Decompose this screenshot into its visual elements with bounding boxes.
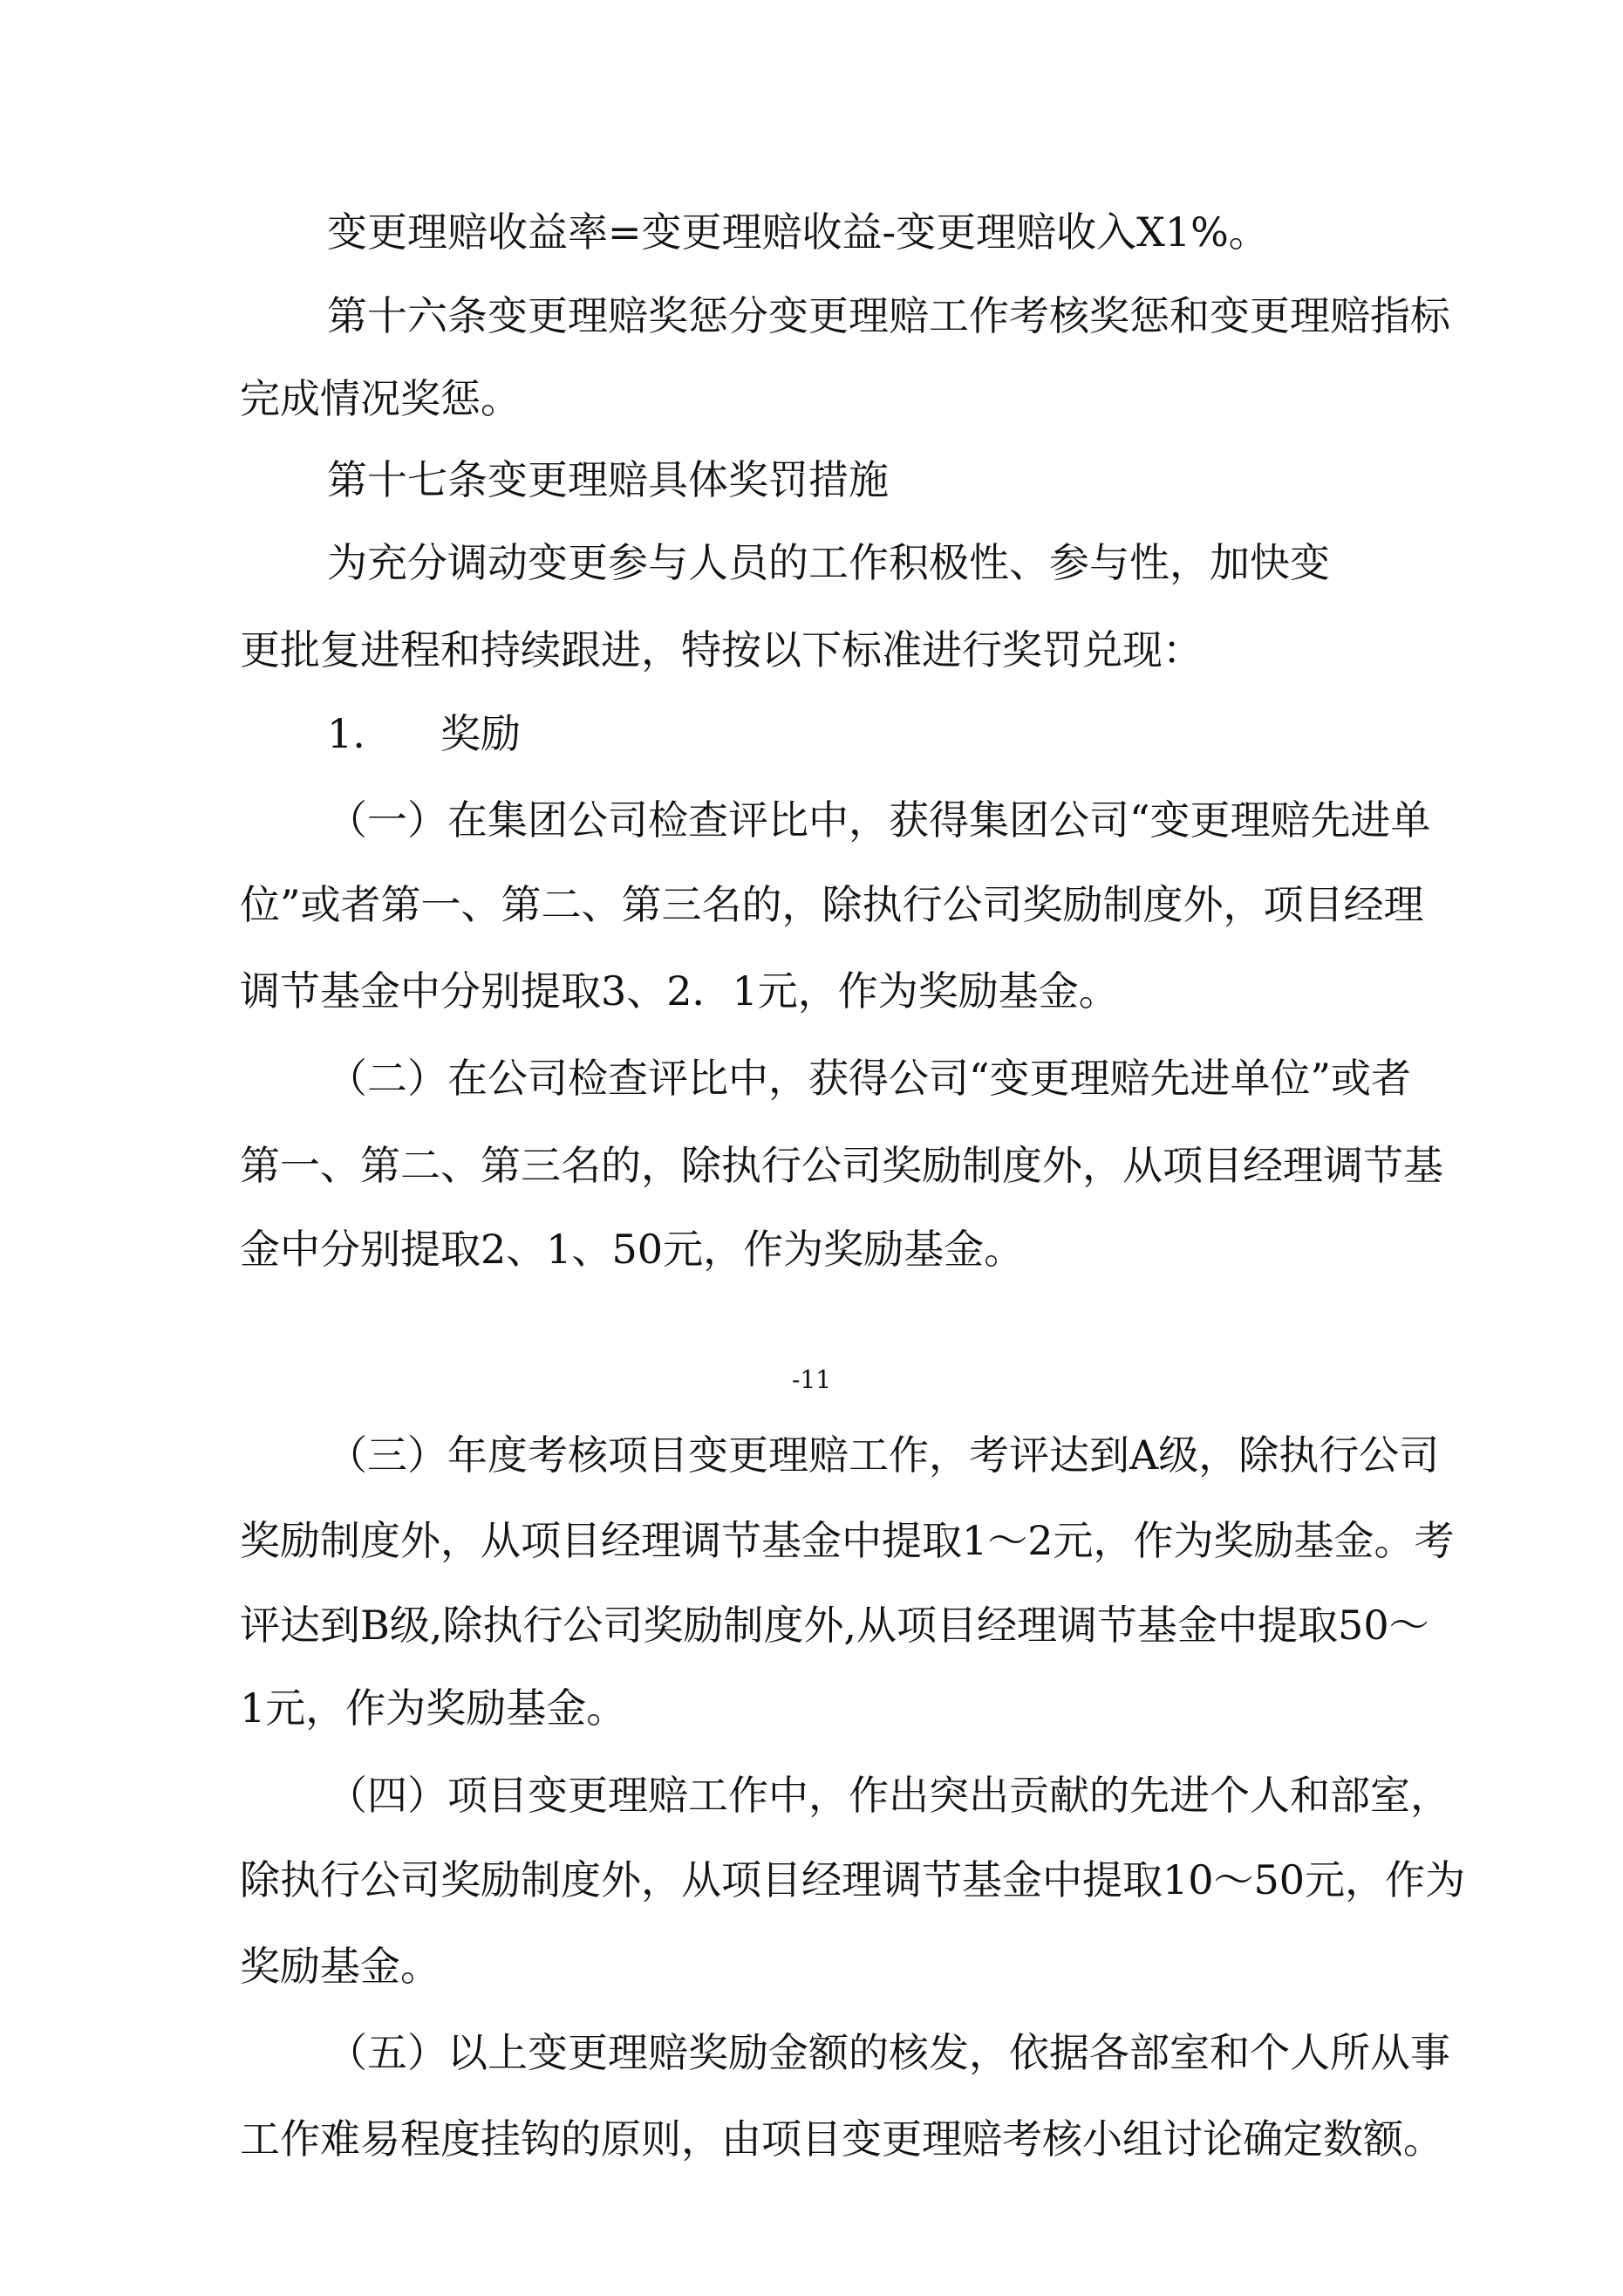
paragraph-line: 工作难易程度挂钩的原则，由项目变更理赔考核小组讨论确定数额。 <box>240 2115 1443 2163</box>
paragraph-line: 1元，作为奖励基金。 <box>240 1684 627 1732</box>
paragraph-line: 奖励基金。 <box>240 1943 440 1990</box>
paragraph-line: 除执行公司奖励制度外，从项目经理调节基金中提取10〜50元，作为 <box>240 1856 1466 1903</box>
paragraph-line: 更批复进程和持续跟进，特按以下标准进行奖罚兑现： <box>240 626 1203 673</box>
paragraph-line: （二）在公司检查评比中，获得公司“变更理赔先进单位”或者 <box>327 1055 1412 1102</box>
paragraph-line: 位”或者第一、第二、第三名的，除执行公司奖励制度外，项目经理 <box>240 881 1424 928</box>
paragraph-line: 第十七条变更理赔具体奖罚措施 <box>327 456 889 503</box>
paragraph-line: （五）以上变更理赔奖励金额的核发，依据各部室和个人所从事 <box>327 2029 1450 2076</box>
paragraph-line: 奖励制度外，从项目经理调节基金中提取1〜2元，作为奖励基金。考 <box>240 1517 1455 1564</box>
paragraph-line: 变更理赔收益率=变更理赔收益-变更理赔收入X1%。 <box>327 208 1269 256</box>
list-item-title: 奖励 <box>440 710 521 757</box>
paragraph-line: 调节基金中分别提取3、2．1元，作为奖励基金。 <box>240 967 1119 1015</box>
paragraph-line: 为充分调动变更参与人员的工作积极性、参与性，加快变 <box>327 539 1330 586</box>
paragraph-line: （四）项目变更理赔工作中，作出突出贡献的先进个人和部室， <box>327 1772 1450 1819</box>
paragraph-line: 金中分别提取2、1、50元，作为奖励基金。 <box>240 1226 1025 1273</box>
page-number: -11 <box>791 1365 832 1394</box>
paragraph-line: （三）年度考核项目变更理赔工作，考评达到A级，除执行公司 <box>327 1432 1440 1479</box>
list-item-number: 1. <box>327 710 365 757</box>
paragraph-line: 评达到B级,除执行公司奖励制度外,从项目经理调节基金中提取50〜 <box>240 1602 1429 1649</box>
paragraph-line: （一）在集团公司检查评比中，获得集团公司“变更理赔先进单 <box>327 796 1431 844</box>
paragraph-line: 第十六条变更理赔奖惩分变更理赔工作考核奖惩和变更理赔指标 <box>327 292 1450 339</box>
paragraph-line: 第一、第二、第三名的，除执行公司奖励制度外，从项目经理调节基 <box>240 1142 1443 1189</box>
list-item-heading <box>327 709 1548 758</box>
paragraph-line: 完成情况奖惩。 <box>240 375 521 422</box>
